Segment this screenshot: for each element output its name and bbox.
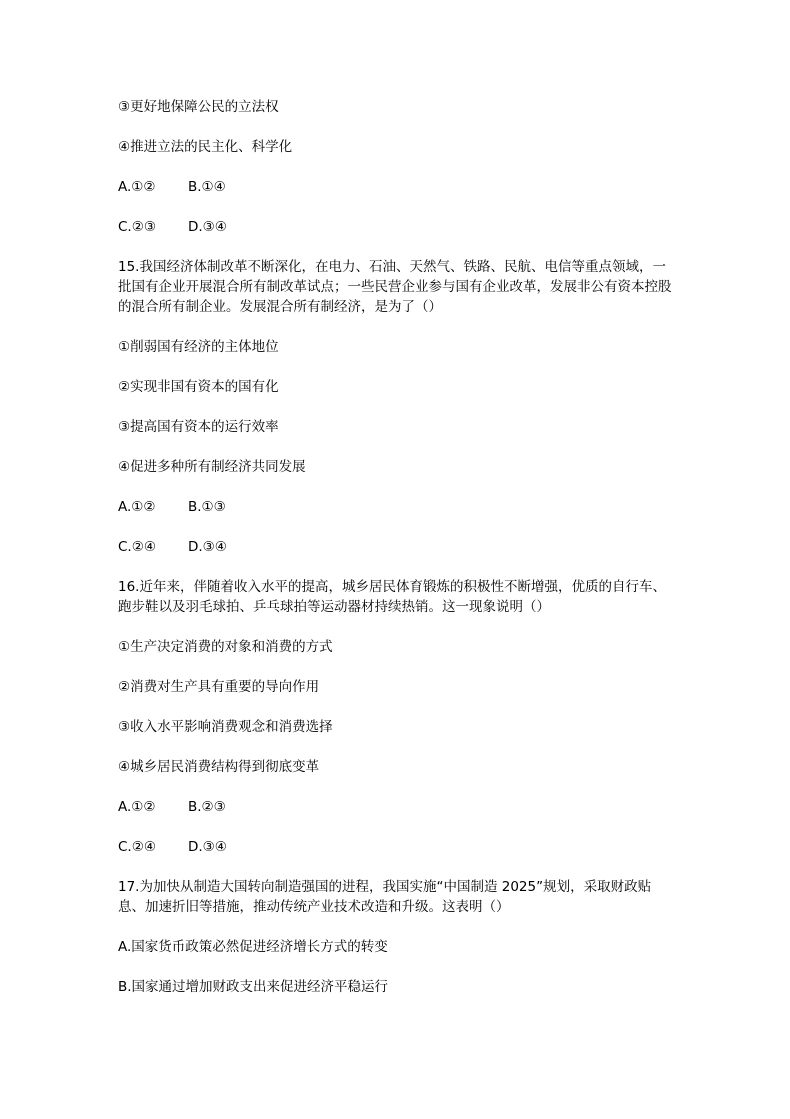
option-d: D.③④ [188,539,227,555]
option-c: C.②④ [118,539,156,555]
option-a: A.①② [118,179,156,195]
q16-item-3: ③收入水平影响消费观念和消费选择 [118,719,333,735]
q15-item-2: ②实现非国有资本的国有化 [118,379,279,395]
q14-options-cd [118,217,678,237]
q15-stem: 15.我国经济体制改革不断深化，在电力、石油、天然气、铁路、民航、电信等重点领域，一批国有企业开展混合所有制改革试点；一些民营企业参与国有企业改革，发展非公有资本控股的混合所有制企业。发展混合所有制经济，是为了（） [118,259,672,315]
option-c: C.②③ [118,219,156,235]
q15-item-1: ①削弱国有经济的主体地位 [118,339,279,355]
q15-options-ab [118,497,678,517]
q16-item-4: ④城乡居民消费结构得到彻底变革 [118,759,320,775]
option-a: A.①② [118,799,156,815]
q17-choice-b: B.国家通过增加财政支出来促进经济平稳运行 [118,979,389,995]
q15-item-4: ④促进多种所有制经济共同发展 [118,459,306,475]
q16-stem: 16.近年来，伴随着收入水平的提高，城乡居民体育锻炼的积极性不断增强，优质的自行车、跑步鞋以及羽毛球拍、乒乓球拍等运动器材持续热销。这一现象说明（） [118,579,666,615]
q14-item-3: ③更好地保障公民的立法权 [118,99,279,115]
q14-options-ab [118,177,678,197]
q16-item-1: ①生产决定消费的对象和消费的方式 [118,639,333,655]
q16-item-2: ②消费对生产具有重要的导向作用 [118,679,320,695]
document-page [118,97,678,1017]
q16-options-ab [118,797,678,817]
q15-item-3: ③提高国有资本的运行效率 [118,419,279,435]
q14-item-4: ④推进立法的民主化、科学化 [118,139,293,155]
option-b: B.①③ [188,499,226,515]
option-d: D.③④ [188,839,227,855]
option-d: D.③④ [188,219,227,235]
option-b: B.①④ [188,179,226,195]
option-c: C.②④ [118,839,156,855]
option-a: A.①② [118,499,156,515]
q16-options-cd [118,837,678,857]
q17-stem: 17.为加快从制造大国转向制造强国的进程，我国实施“中国制造 2025”规划，采取财政贴息、加速折旧等措施，推动传统产业技术改造和升级。这表明（） [118,879,652,915]
q15-options-cd [118,537,678,557]
option-b: B.②③ [188,799,226,815]
q17-choice-a: A.国家货币政策必然促进经济增长方式的转变 [118,939,388,955]
